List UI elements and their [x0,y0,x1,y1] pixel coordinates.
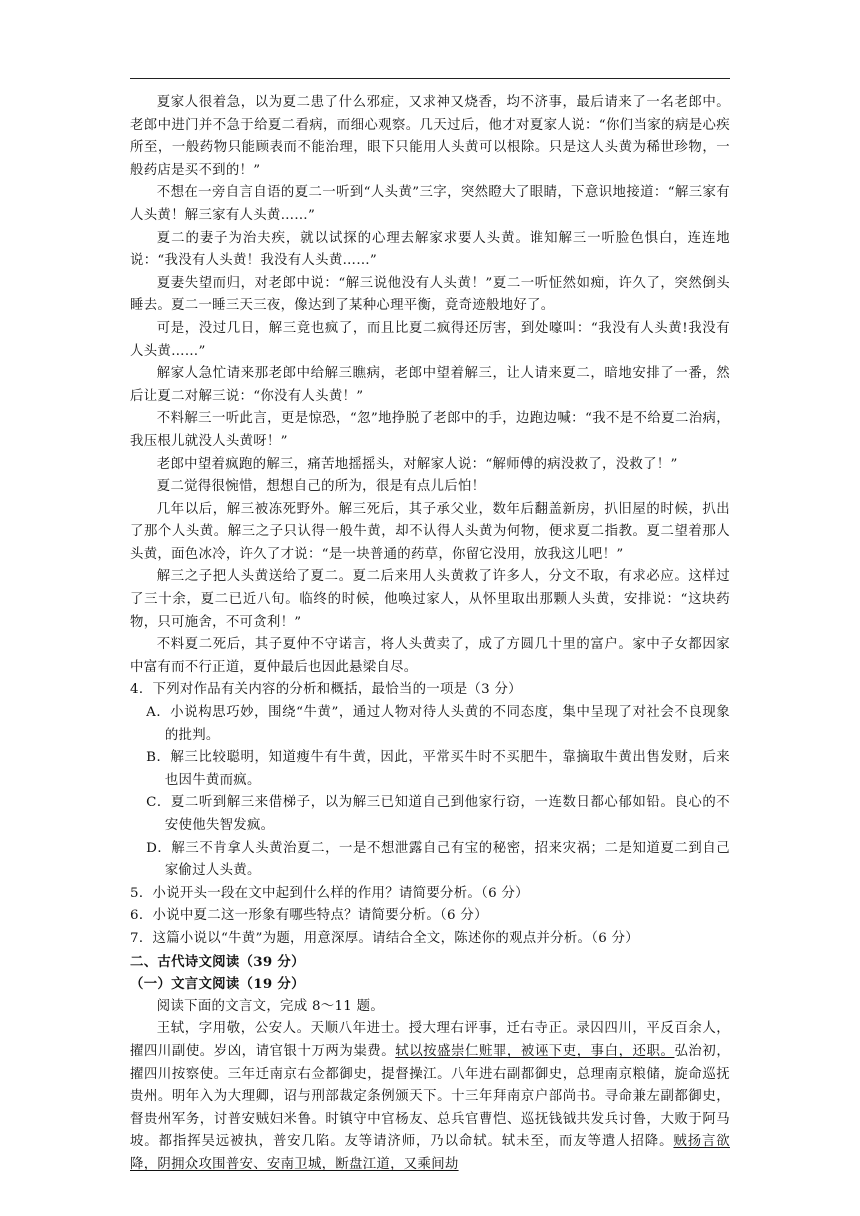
question-5: 5．小说开头一段在文中起到什么样的作用？请简要分析。（6 分） [130,885,529,901]
document-body [130,92,730,1177]
story-paragraph: 夏二觉得很惋惜，想想自己的所为，很是有点儿后怕！ [156,479,486,495]
story-paragraph: 不料解三一听此言，更是惊恐，“忽”地挣脱了老郎中的手，边跑边喊：“我不是不给夏二治病，我压根儿就没人头黄呀！” [130,411,730,449]
story-paragraph: 解家人急忙请来那老郎中给解三瞧病，老郎中望着解三，让人请来夏二，暗地安排了一番，然后让夏二对解三说：“你没有人头黄！” [130,366,730,404]
classical-text: 王轼，字用敬，公安人。天顺八年进士。授大理右评事，迁右寺正。录囚四川，平反百余人，擢四川副使。岁凶，请官银十万两为粜费。 [130,1021,730,1059]
section-2-subtitle: （一）文言文阅读（19 分） [130,976,305,993]
story-paragraph: 可是，没过几日，解三竟也疯了，而且比夏二疯得还厉害，到处嚎叫：“我没有人头黄!我没有人头黄……” [130,320,730,359]
question-4-option-c: C．夏二听到解三来借梯子，以为解三已知道自己到他家行窃，一连数日都心郁如铅。良心的不安使他失智发疯。 [146,795,730,833]
story-paragraph: 几年以后，解三被冻死野外。解三死后，其子承父业，数年后翻盖新房，扒旧屋的时候，扒出了那个人头黄。解三之子只认得一般牛黄，却不认得人头黄为何物，便求夏二指教。夏二望着那人头黄，面色冰冷，许久了才说：“是一块普通的药草，你留它没用，放我这儿吧！” [130,501,730,562]
section-2-title: 二、古代诗文阅读（39 分） [130,953,305,970]
question-6: 6．小说中夏二这一形象有哪些特点？请简要分析。（6 分） [130,908,488,924]
underlined-sentence-1: 轼以按盛崇仁赃罪，被诬下吏，事白，还职。 [395,1043,675,1059]
story-paragraph: 解三之子把人头黄送给了夏二。夏二后来用人头黄救了许多人，分文不取，有求必应。这样过了三十余，夏二已近八旬。临终的时候，他唤过家人，从怀里取出那颗人头黄，安排说：“这块药物，只可施舍，不可贪利！” [130,569,730,630]
classical-passage [130,1018,730,1176]
question-4-option-b: B．解三比较聪明，知道瘦牛有牛黄，因此，平常买牛时不买肥牛，靠摘取牛黄出售发财，后来也因牛黄而疯。 [146,750,730,788]
story-paragraph: 老郎中望着疯跑的解三，痛苦地摇摇头，对解家人说：“解师傅的病没救了，没救了！” [156,456,678,472]
question-7: 7．这篇小说以“牛黄”为题，用意深厚。请结合全文，陈述你的观点并分析。（6 分） [130,930,639,946]
question-4-option-d: D．解三不肯拿人头黄治夏二，一是不想泄露自己有宝的秘密，招来灾祸；二是知道夏二到自己家偷过人头黄。 [146,840,730,879]
question-4-stem: 4．下列对作品有关内容的分析和概括，最恰当的一项是（3 分） [130,682,522,698]
question-4-option-a: A．小说构思巧妙，围绕“牛黄”，通过人物对待人头黄的不同态度，集中呈现了对社会不良现象的批判。 [146,705,730,743]
story-paragraph: 夏妻失望而归，对老郎中说：“解三说他没有人头黄！”夏二一听怔然如痴，许久了，突然倒头睡去。夏二一睡三天三夜，像达到了某种心理平衡，竟奇迹般地好了。 [130,275,730,314]
story-paragraph: 夏二的妻子为治夫疾，就以试探的心理去解家求要人头黄。谁知解三一听脸色惧白，连连地说：“我没有人头黄！我没有人头黄……” [130,230,730,269]
underlined-sentence-2: 贼扬言欲降，阴拥众攻围普安、安南卫城，断盘江道，又乘间劫 [130,1134,730,1172]
story-paragraph: 夏家人很着急，以为夏二患了什么邪症，又求神又烧香，均不济事，最后请来了一名老郎中。老郎中进门并不急于给夏二看病，而细心观察。几天过后，他才对夏家人说：“你们当家的病是心疾所至，一般药物只能顾表而不能治理，眼下只能用人头黄可以根除。只是这人头黄为稀世珍物，一般药店是买不到的！” [130,95,730,178]
story-paragraph: 不料夏二死后，其子夏仲不守诺言，将人头黄卖了，成了方圆几十里的富户。家中子女都因家中富有而不行正道，夏仲最后也因此悬梁自尽。 [130,637,730,675]
header-rule [130,78,730,79]
classical-text: 弘治初，擢四川按察使。三年迁南京右佥都御史，提督操江。八年进右副都御史，总理南京粮储，旋命巡抚贵州。明年入为大理卿，诏与刑部裁定条例颁天下。十三年拜南京户部尚书。寻命兼左副都御史，督贵州军务，讨普安贼妇米鲁。时镇守中官杨友、总兵官曹恺、巡抚钱钺共发兵讨鲁，大败于阿马坡。都指挥吴远被执，普安几陷。友等请济师，乃以命轼。轼未至，而友等遣人招降。 [130,1043,731,1150]
story-paragraph: 不想在一旁自言自语的夏二一听到“人头黄”三字，突然瞪大了眼睛，下意识地接道：“解三家有人头黄！解三家有人头黄……” [130,185,730,223]
section-2-intro: 阅读下面的文言文，完成 8～11 题。 [156,998,385,1014]
